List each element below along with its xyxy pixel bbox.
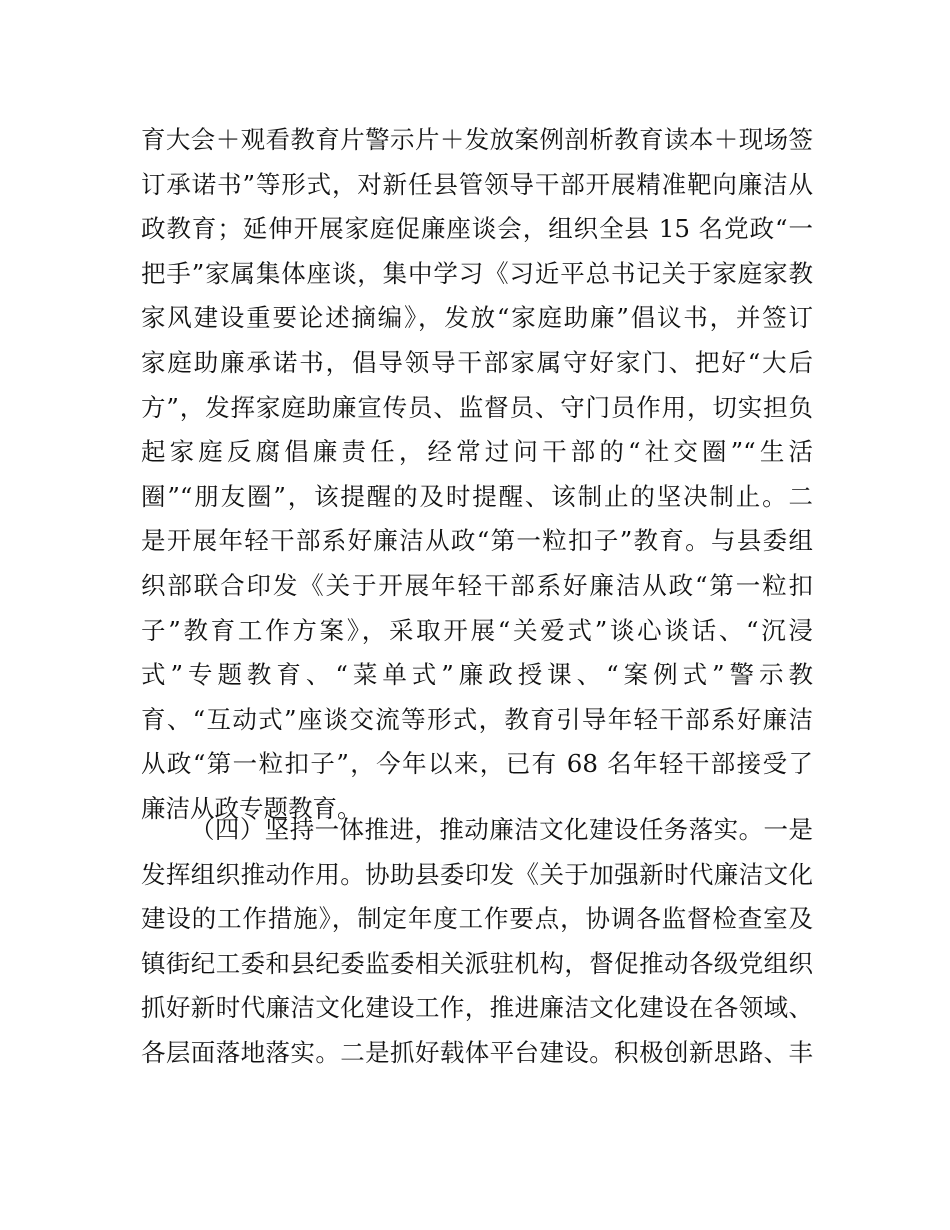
text-line: 子”教育工作方案》，采取开展“关爱式”谈心谈话、“沉浸 xyxy=(141,615,813,645)
paragraph-family-integrity-education xyxy=(141,118,813,832)
text-line: 政教育；延伸开展家庭促廉座谈会，组织全县 15 名党政“一 xyxy=(141,214,813,244)
text-line: 从政“第一粒扣子”，今年以来，已有 68 名年轻干部接受了 xyxy=(141,749,813,779)
text-line: 圈”“朋友圈”，该提醒的及时提醒、该制止的坚决制止。二 xyxy=(141,481,813,511)
text-line: 抓好新时代廉洁文化建设工作，推进廉洁文化建设在各领域、 xyxy=(141,993,813,1023)
text-line: 起家庭反腐倡廉责任，经常过问干部的“社交圈”“生活 xyxy=(141,437,813,467)
text-line: 式”专题教育、“菜单式”廉政授课、“案例式”警示教 xyxy=(141,660,813,690)
text-line: 建设的工作措施》，制定年度工作要点，协调各监督检查室及 xyxy=(141,904,813,934)
text-line: 家风建设重要论述摘编》，发放“家庭助廉”倡议书，并签订 xyxy=(141,303,813,333)
text-line: 织部联合印发《关于开展年轻干部系好廉洁从政“第一粒扣 xyxy=(141,570,813,600)
text-line: 育大会＋观看教育片警示片＋发放案例剖析教育读本＋现场签 xyxy=(141,125,813,154)
text-line: 订承诺书”等形式，对新任县管领导干部开展精准靶向廉洁从 xyxy=(141,169,813,199)
text-line: 是开展年轻干部系好廉洁从政“第一粒扣子”教育。与县委组 xyxy=(141,526,813,556)
text-line: 家庭助廉承诺书，倡导领导干部家属守好家门、把好“大后 xyxy=(141,347,813,377)
text-line: 方”，发挥家庭助廉宣传员、监督员、守门员作用，切实担负 xyxy=(141,392,813,422)
text-line: 各层面落地落实。二是抓好载体平台建设。积极创新思路、丰 xyxy=(141,1037,813,1067)
text-line: （四）坚持一体推进，推动廉洁文化建设任务落实。一是 xyxy=(190,815,813,844)
paragraph-integrated-promotion xyxy=(141,808,813,1076)
text-line: 镇街纪工委和县纪委监委相关派驻机构，督促推动各级党组织 xyxy=(141,948,813,978)
text-line: 发挥组织推动作用。协助县委印发《关于加强新时代廉洁文化 xyxy=(141,859,813,889)
text-line: 育、“互动式”座谈交流等形式，教育引导年轻干部系好廉洁 xyxy=(141,704,813,734)
text-line: 廉洁从政专题教育。 xyxy=(141,793,362,823)
text-line: 把手”家属集体座谈，集中学习《习近平总书记关于家庭家教 xyxy=(141,258,813,288)
